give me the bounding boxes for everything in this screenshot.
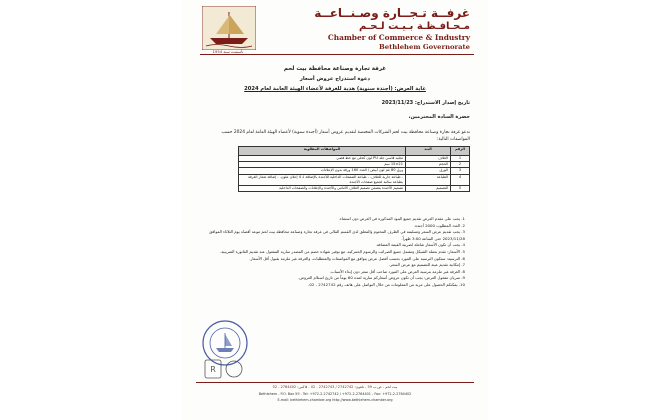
- header-english-line2: Bethlehem Governorate: [379, 43, 470, 51]
- table-row: [239, 186, 470, 192]
- table-header-cell: الرقم: [451, 147, 470, 156]
- list-item: 1. يجب على مقدم العرض تقديم جميع البنود المذكورة في العرض دون استثناء.: [338, 216, 465, 221]
- footer-divider: [196, 382, 474, 383]
- document-title: غرفة تجارة وصناعة محافظة بيت لحم: [283, 66, 387, 72]
- table-header-cell: المواصفات المطلوبة: [239, 147, 406, 156]
- document-subtitle: دعوة استدراج عروض أسعار: [299, 76, 371, 82]
- table-cell: تصميم الأجندة يتضمن تصميم الغلاف الأمامي والأجندة والإعلانات والصفحات الداخلية: [239, 186, 406, 192]
- table-cell: الغلاف: [406, 156, 451, 162]
- list-item: 8. الغرفة غير ملزمة بترسية العرض على المورد صاحب أقل سعر دون إبداء الأسباب.: [329, 268, 465, 274]
- list-item: 5. الأسعار: تقدم بعملة الشيكل وتشمل جميع الضرائب والرسوم الجمركية، مع توفير شهادة خصم من المصدر سارية المفعول عند تقديم الفاتورة الضريبية.: [219, 248, 465, 254]
- footer-arabic: بيت لحم - ص.ب 59 - تلفون: 2742742 / 2742743 - 02 - فاكس: 2764402 - 02: [272, 385, 398, 389]
- chamber-logo-ship-icon: [202, 6, 256, 50]
- table-cell: تجليد قاسي جلد PU لون كحلي مع خط فضي: [239, 156, 406, 162]
- list-item: 6. الترسية: ستكون الترسية على المورد بحسب أفضل عرض يتوافق مع المواصفات والمتطلبات، والغرفة غير ملزمة بقبول أقل الأسعار.: [249, 255, 465, 261]
- table-cell: الطباعة: [406, 174, 451, 185]
- footer-english: Bethlehem - P.O. Box 59 - Tel: +972-2-2742742 / +972-2-2764401 - Fax: +972-2-2764402: [258, 392, 412, 396]
- table-cell: 2: [451, 162, 470, 168]
- table-cell: ورق 80 غم لون أبيض / العدد 160 ورقة بدون الإعلانات: [239, 168, 406, 174]
- list-item: 9. سريان مفعول العرض: يجب أن تكون عروض أسعاركم سارية لمدة 60 يوماً من تاريخ استلام العروض.: [298, 275, 465, 281]
- list-item: 10. يمكنكم الحصول على مزيد من المعلومات من خلال التواصل على هاتف رقم 2742742 - 02.: [308, 281, 465, 287]
- list-item: 2. العدد المطلوب 2000 أجندة.: [413, 222, 465, 228]
- table-header-cell: البند: [406, 147, 451, 156]
- header-english-line1: Chamber of Commerce & Industry: [327, 33, 470, 42]
- terms-list: [204, 216, 474, 289]
- table-cell: 5: [451, 186, 470, 192]
- intro-paragraph: تدعو غرفة تجارة وصناعة محافظة بيت لحم الشركات المختصة لتقديم عروض أسعار (أجندة سنوية) لأعضاء الهيئة العامة لعام 2024 حسب المواصفات التالية:: [221, 130, 470, 142]
- logo-caption: تأسست سنة 1954: [212, 49, 244, 54]
- specifications-table: [238, 146, 470, 192]
- certification-badges-icon: [204, 358, 244, 380]
- footer-contact: E-mail: bethlehem-chamber.org http://www.bethlehem-chamber.org: [277, 398, 393, 402]
- table-cell: الورق: [406, 168, 451, 174]
- table-cell: 21×15 سم: [239, 162, 406, 168]
- document-page: [182, 0, 488, 420]
- table-cell: 3: [451, 168, 470, 174]
- table-cell: 4: [451, 174, 470, 185]
- issue-date: تاريخ إصدار الاستدراج: 2023/11/23: [381, 100, 470, 106]
- table-cell: التصميم: [406, 186, 451, 192]
- table-cell: 1: [451, 156, 470, 162]
- document-purpose: غاية العرض: (أجندة سنوية) هدية للغرفة لأعضاء الهيئة العامة لعام 2024: [244, 86, 426, 92]
- header-arabic-line2: مـحـافـظـة بـيـت لـحـم: [358, 21, 470, 32]
- list-item: 3. يجب تقديم عرض السعر وتسليمه في الظرف المختوم والمغلق لدى القسم المالي في غرفة تجارة وصناعة محافظة بيت لحم موعد أقصاه يوم الثلاثاء الموافق 2023/11/28 حتى الساعة 3:00 ظهراً.: [209, 229, 465, 241]
- header-arabic-line1: غرفــة تـجــارة وصـنــاعــة: [314, 6, 470, 20]
- greeting: حضرة السادة المحترمين،: [408, 114, 470, 120]
- table-cell: - طباعة جارية للغلاف. - طباعة الصفحات الداخلية للأجندة بالإضافة لـ 4 إعلان ملون. - إضافة شعار الغرفة بطباعة سالبة لجميع صفحات الأجندة.: [239, 174, 406, 185]
- svg-text:R: R: [210, 365, 216, 374]
- table-cell: الحجم: [406, 162, 451, 168]
- list-item: 4. يجب أن تكون الأسعار شاملة لضريبة القيمة المضافة.: [375, 242, 465, 248]
- table-row: [239, 174, 470, 185]
- header-divider: [200, 54, 474, 55]
- list-item: 7. إمكانية تقديم عينة للتصميم مع عرض السعر.: [388, 262, 465, 268]
- table-header-row: [239, 147, 470, 156]
